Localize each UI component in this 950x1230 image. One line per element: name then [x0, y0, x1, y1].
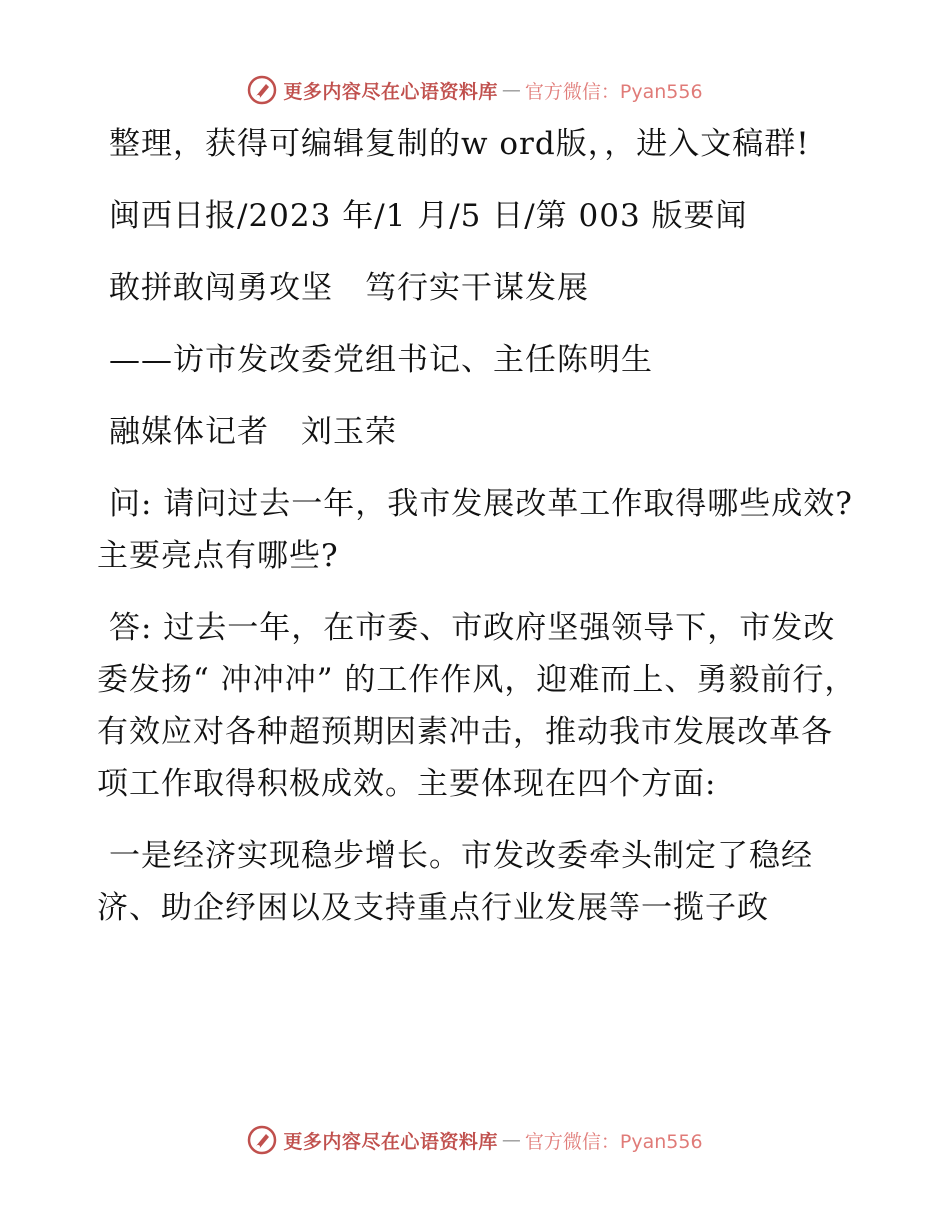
watermark-separator: — [501, 1129, 521, 1151]
article-subtitle: ——访市发改委党组书记、主任陈明生 [109, 342, 653, 378]
pen-logo-icon [247, 75, 277, 105]
watermark-text: 更多内容尽在心语资料库 [283, 1130, 498, 1153]
paragraph-intro: 整理，获得可编辑复制的w ord版，，进入文稿群! [109, 126, 810, 162]
pen-logo-icon [247, 1125, 277, 1155]
document-body [97, 118, 857, 954]
paragraph-source: 闽西日报/2023 年/1 月/5 日/第 003 版要闻 [109, 198, 748, 234]
header-watermark [0, 70, 950, 110]
paragraph-answer: 答: 过去一年，在市委、市政府坚强领导下，市发改委发扬“ 冲冲冲” 的工作作风，迎难而上、勇毅前行，有效应对各种超预期因素冲击，推动我市发展改革各项工作取得积极成效。主要体现在四个方面: [97, 610, 857, 802]
paragraph-point-one: 一是经济实现稳步增长。市发改委牵头制定了稳经济、助企纾困以及支持重点行业发展等一揽子政 [97, 838, 813, 926]
article-byline: 融媒体记者 刘玉荣 [109, 414, 397, 450]
watermark-text: 更多内容尽在心语资料库 [283, 80, 498, 103]
paragraph-question: 问: 请问过去一年，我市发展改革工作取得哪些成效? 主要亮点有哪些? [97, 486, 853, 574]
article-title: 敢拼敢闯勇攻坚 笃行实干谋发展 [109, 270, 589, 306]
watermark-separator: — [501, 79, 521, 101]
footer-watermark [0, 1120, 950, 1160]
watermark-account: 官方微信：Pyan556 [524, 1130, 703, 1153]
watermark-account: 官方微信：Pyan556 [524, 80, 703, 103]
